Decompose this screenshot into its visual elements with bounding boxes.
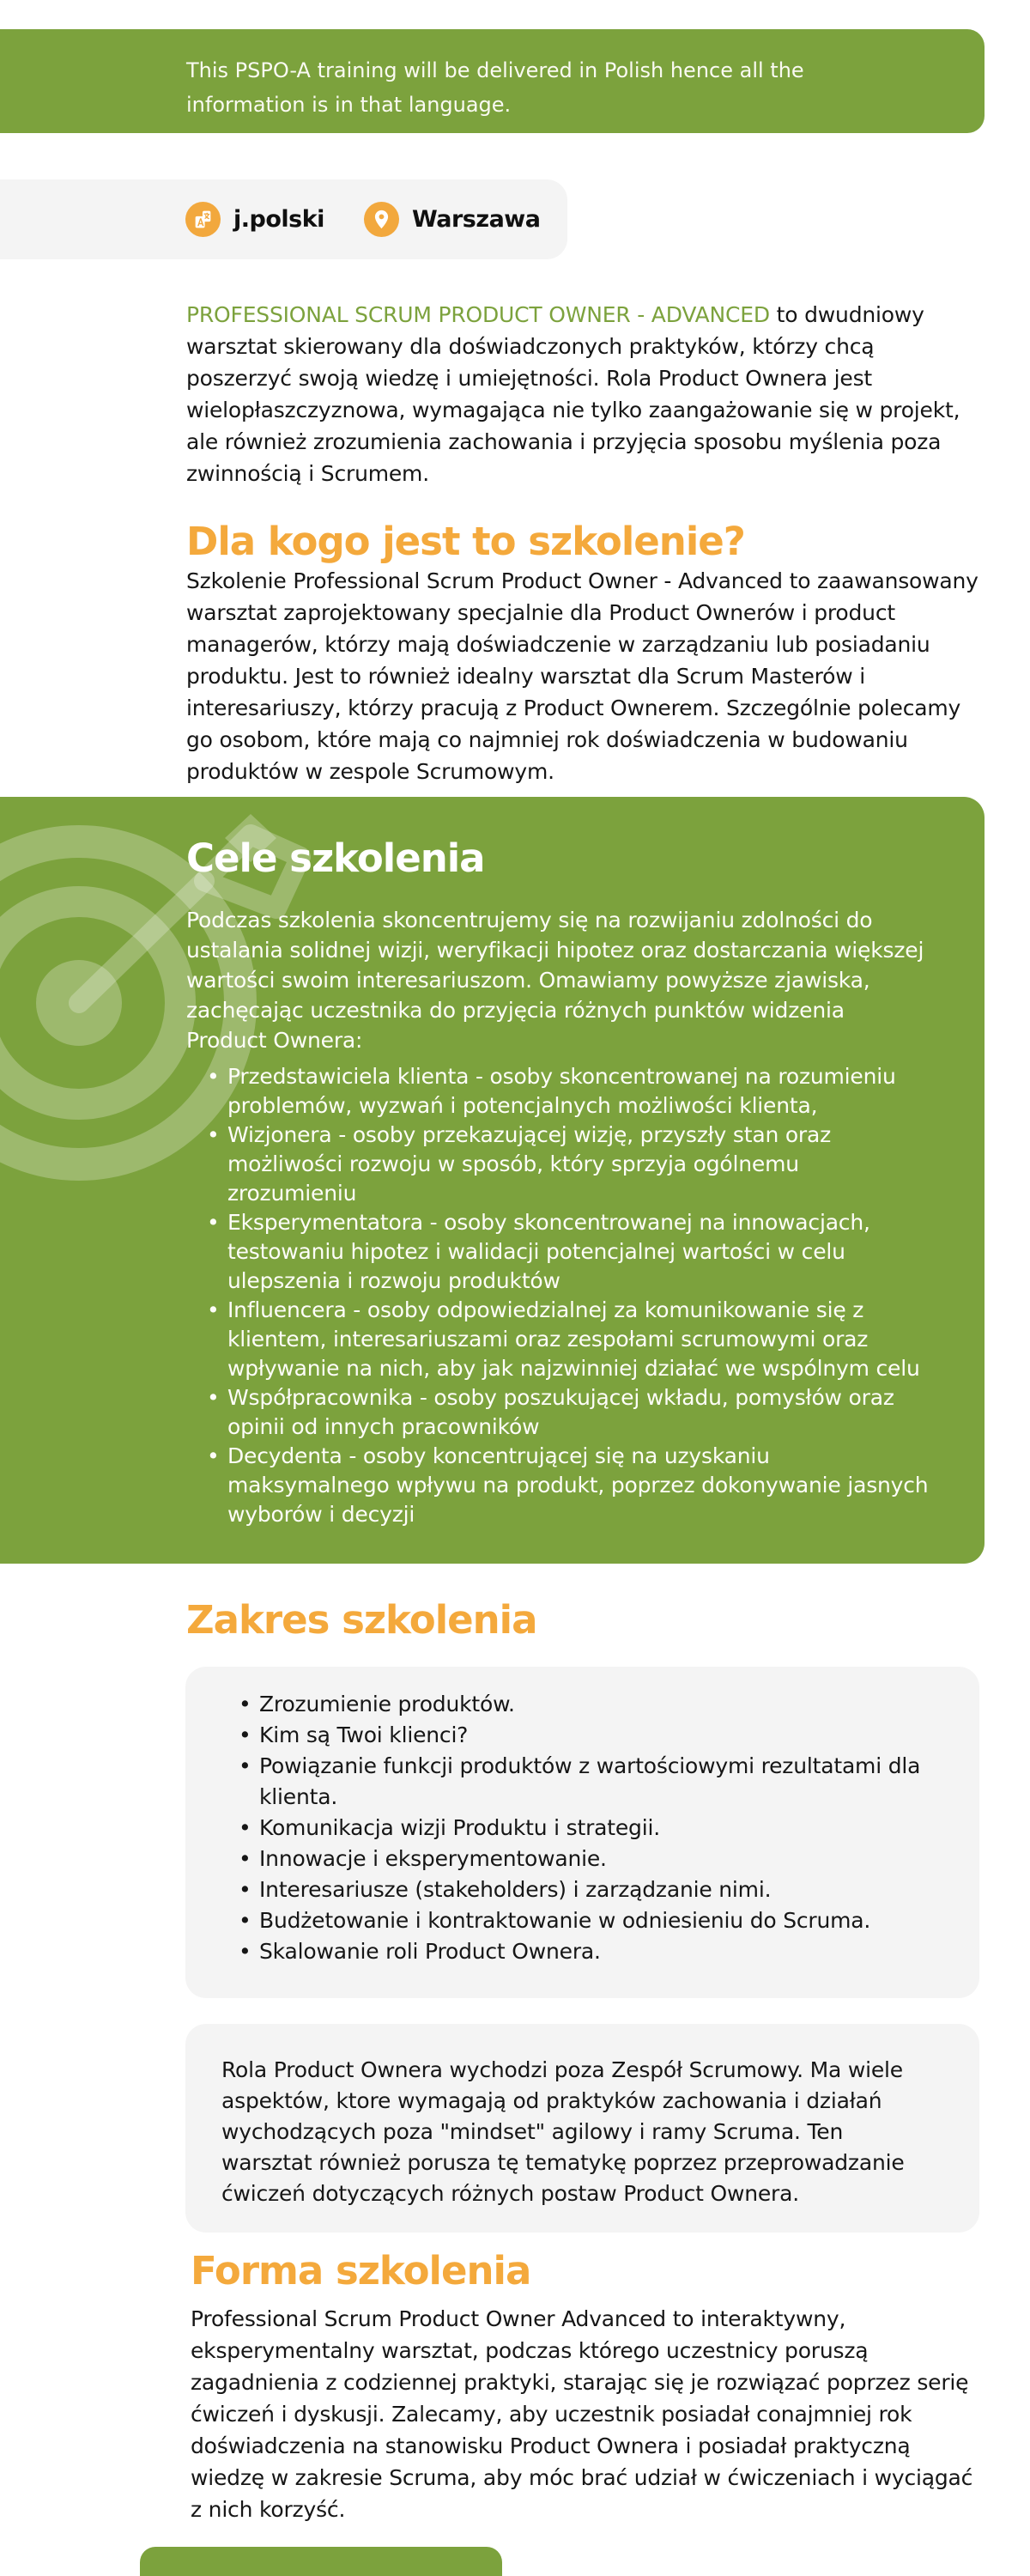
goals-section-intro: Podczas szkolenia skoncentrujemy się na rozwijaniu zdolności do ustalania solidnej wizji, weryfikacji hipotez oraz dostarczania większej wartości swoim interesariuszom. Omawiamy powyższe zjawiska, zachęcając uczestnika do przyjęcia różnych punktów widzenia Product Ownera: — [186, 908, 924, 1053]
location-badge — [364, 202, 541, 237]
language-badge — [185, 202, 324, 237]
scope-section-title: Zakres szkolenia — [186, 1597, 537, 1643]
location-pin-icon — [364, 202, 399, 237]
goals-list-item: • Eksperymentatora - osoby skoncentrowanej na innowacjach, testowaniu hipotez i walidacji potencjalnej wartości w celu ulepszenia i rozwoju produktów — [205, 1208, 930, 1296]
goals-list-item: • Współpracownika - osoby poszukującej wkładu, pomysłów oraz opinii od innych pracowników — [205, 1383, 930, 1442]
goals-list-item: • Decydenta - osoby koncentrującej się na uzyskaniu maksymalnego wpływu na produkt, poprzez dokonywanie jasnych wyborów i decyzji — [205, 1442, 930, 1529]
language-badge-label: j.polski — [233, 206, 324, 233]
goals-list-item: • Influencera - osoby odpowiedzialnej za komunikowanie się z klientem, interesariuszami oraz zespołami scrumowymi oraz wpływanie na nich, aby jak najzwinniej działać we wspólnym celu — [205, 1296, 930, 1383]
intro-paragraph — [186, 299, 979, 489]
who-section-body: Szkolenie Professional Scrum Product Owner - Advanced to zaawansowany warsztat zaprojektowany specjalnie dla Product Ownerów i product managerów, którzy mają doświadczenie w zarządzaniu lub posiadaniu produktu. Jest to również idealny warsztat dla Scrum Masterów i interesariuszy, którzy pracują z Product Ownerem. Szczególnie polecamy go osobom, które mają co najmniej rok doświadczenia w budowaniu produktów w zespole Scrumowym. — [186, 568, 978, 784]
scope-list-item: • Budżetowanie i kontraktowanie w odniesieniu do Scruma. — [235, 1905, 945, 1936]
course-meta-bar — [0, 179, 567, 259]
scope-list-item: • Komunikacja wizji Produktu i strategii. — [235, 1813, 945, 1844]
course-name-highlight: PROFESSIONAL SCRUM PRODUCT OWNER - ADVANCED — [186, 302, 770, 327]
scope-list-item: • Zrozumienie produktów. — [235, 1689, 945, 1720]
intro-text: to dwudniowy warsztat skierowany dla doświadczonych praktyków, którzy chcą poszerzyć swoją wiedzę i umiejętności. Rola Product Ownera jest wielopłaszczyznowa, wymagająca nie tylko zaangażowanie się w projekt, ale również zrozumienia zachowania i przyjęcia sposobu myślenia poza zwinnością i Scrumem. — [186, 302, 960, 486]
next-section-top-edge — [140, 2547, 502, 2576]
goals-list-item: • Przedstawiciela klienta - osoby skoncentrowanej na rozumieniu problemów, wyzwań i potencjalnych możliwości klienta, — [205, 1062, 930, 1121]
scope-list-item: • Kim są Twoi klienci? — [235, 1720, 945, 1751]
notice-banner — [0, 29, 985, 133]
goals-list — [205, 1062, 930, 1529]
notice-banner-text: This PSPO-A training will be delivered in Polish hence all the information is in that language. — [186, 58, 804, 117]
goals-list-item: • Wizjonera - osoby przekazującej wizję, przyszły stan oraz możliwości rozwoju w sposób, który sprzyja ogólnemu zrozumieniu — [205, 1121, 930, 1208]
note-box-text: Rola Product Ownera wychodzi poza Zespół Scrumowy. Ma wiele aspektów, ktore wymagają od praktyków zachowania i działań wychodzących poza "mindset" agilowy i ramy Scruma. Ten warsztat również porusza tę tematykę poprzez przeprowadzanie ćwiczeń dotyczących różnych postaw Product Ownera. — [221, 2057, 905, 2206]
language-icon — [185, 202, 221, 237]
goals-section-title: Cele szkolenia — [186, 835, 485, 881]
scope-list-item: • Skalowanie roli Product Ownera. — [235, 1936, 945, 1967]
scope-box — [185, 1667, 979, 1998]
format-section-title: Forma szkolenia — [191, 2248, 531, 2293]
scope-list — [235, 1689, 945, 1967]
goals-section — [0, 797, 985, 1564]
scope-list-item: • Interesariusze (stakeholders) i zarządzanie nimi. — [235, 1874, 945, 1905]
location-badge-label: Warszawa — [411, 206, 541, 233]
who-section-title: Dla kogo jest to szkolenie? — [186, 519, 745, 564]
scope-list-item: • Innowacje i eksperymentowanie. — [235, 1844, 945, 1874]
scope-list-item: • Powiązanie funkcji produktów z wartościowymi rezultatami dla klienta. — [235, 1751, 945, 1813]
format-section-body: Professional Scrum Product Owner Advanced to interaktywny, eksperymentalny warsztat, podczas którego uczestnicy poruszą zagadnienia z codziennej praktyki, starając się je rozwiązać poprzez serię ćwiczeń i dyskusji. Zalecamy, aby uczestnik posiadał conajmniej rok doświadczenia na stanowisku Product Ownera i posiadał praktyczną wiedzę w zakresie Scruma, aby móc brać udział w ćwiczeniach i wyciągać z nich korzyść. — [191, 2306, 973, 2522]
note-box — [185, 2024, 979, 2233]
